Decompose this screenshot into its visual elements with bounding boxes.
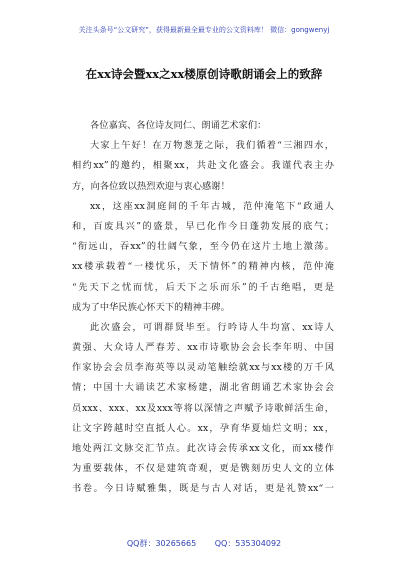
paragraph-line: xx楼承载着“一楼忧乐，天下情怀”的精神内核，范仲淹 (72, 261, 334, 273)
page-title: 在xx诗会暨xx之xx楼原创诗歌朗诵会上的致辞 (85, 67, 323, 81)
footer-qq: QQ：535304092 (214, 539, 282, 548)
paragraph-line: 地处两江文脉交汇节点。此次诗会传承xx文化，而xx楼作 (72, 443, 334, 454)
paragraph-line: 和，百废具兴”的盛景，早已化作今日蓬勃发展的底气； (72, 220, 334, 232)
header-promo-note: 关注头条号“公文研究”，获得最新最全最专业的公文资料库！ 微信：gongwenyj (78, 26, 330, 34)
paragraph-line: 方，向各位致以热烈欢迎与衷心感谢！ (72, 180, 230, 192)
paragraph-line: 大家上午好！在万物葱茏之际，我们循着“三湘四水， (90, 140, 334, 152)
footer-contact (0, 538, 408, 549)
paragraph-line: 相约xx”的邀约，相聚xx，共赴文化盛会。我谨代表主办 (72, 160, 334, 172)
paragraph-line: 书卷。今日诗赋雅集，既是与古人对话，更是礼赞xx“一 (72, 483, 334, 495)
paragraph-line: 让文字跨越时空直抵人心。xx，孕育华夏灿烂文明；xx， (72, 422, 334, 434)
paragraph-line: “先天下之忧而忧，后天下之乐而乐”的千古绝唱，更是 (72, 281, 334, 293)
salutation-line: 各位嘉宾、各位诗友同仁、朗诵艺术家们： (90, 120, 267, 131)
paragraph-line: 情；中国十大诵读艺术家杨建，湖北省朗诵艺术家协会会 (72, 382, 334, 394)
paragraph-line: 员xxx、xxx、xx及xxx等将以深情之声赋予诗歌鲜活生命， (72, 402, 334, 414)
paragraph-line: xx，这座xx洞庭间的千年古城，范仲淹笔下“政通人 (90, 200, 334, 212)
document-body (72, 116, 334, 500)
paragraph-line: 为重要载体，不仅是建筑奇观，更是镌刻历史人文的立体 (72, 463, 334, 475)
paragraph-line: 成为了中华民族心怀天下的精神丰碑。 (72, 301, 230, 313)
paragraph-line: 此次盛会，可谓群贤毕至。行吟诗人牛均富、xx诗人 (90, 321, 334, 333)
paragraph-line: 黄强、大众诗人严春芳、xx市诗歌协会会长李年明、中国 (72, 342, 334, 354)
paragraph-line: “衔远山，吞xx”的壮阔气象，至今仍在这片土地上激荡。 (72, 241, 334, 253)
paragraph-line: 作家协会会员李海英等以灵动笔触绘就xx与xx楼的万千风 (72, 362, 334, 374)
footer-qq-group: QQ群：30265665 (126, 539, 197, 548)
